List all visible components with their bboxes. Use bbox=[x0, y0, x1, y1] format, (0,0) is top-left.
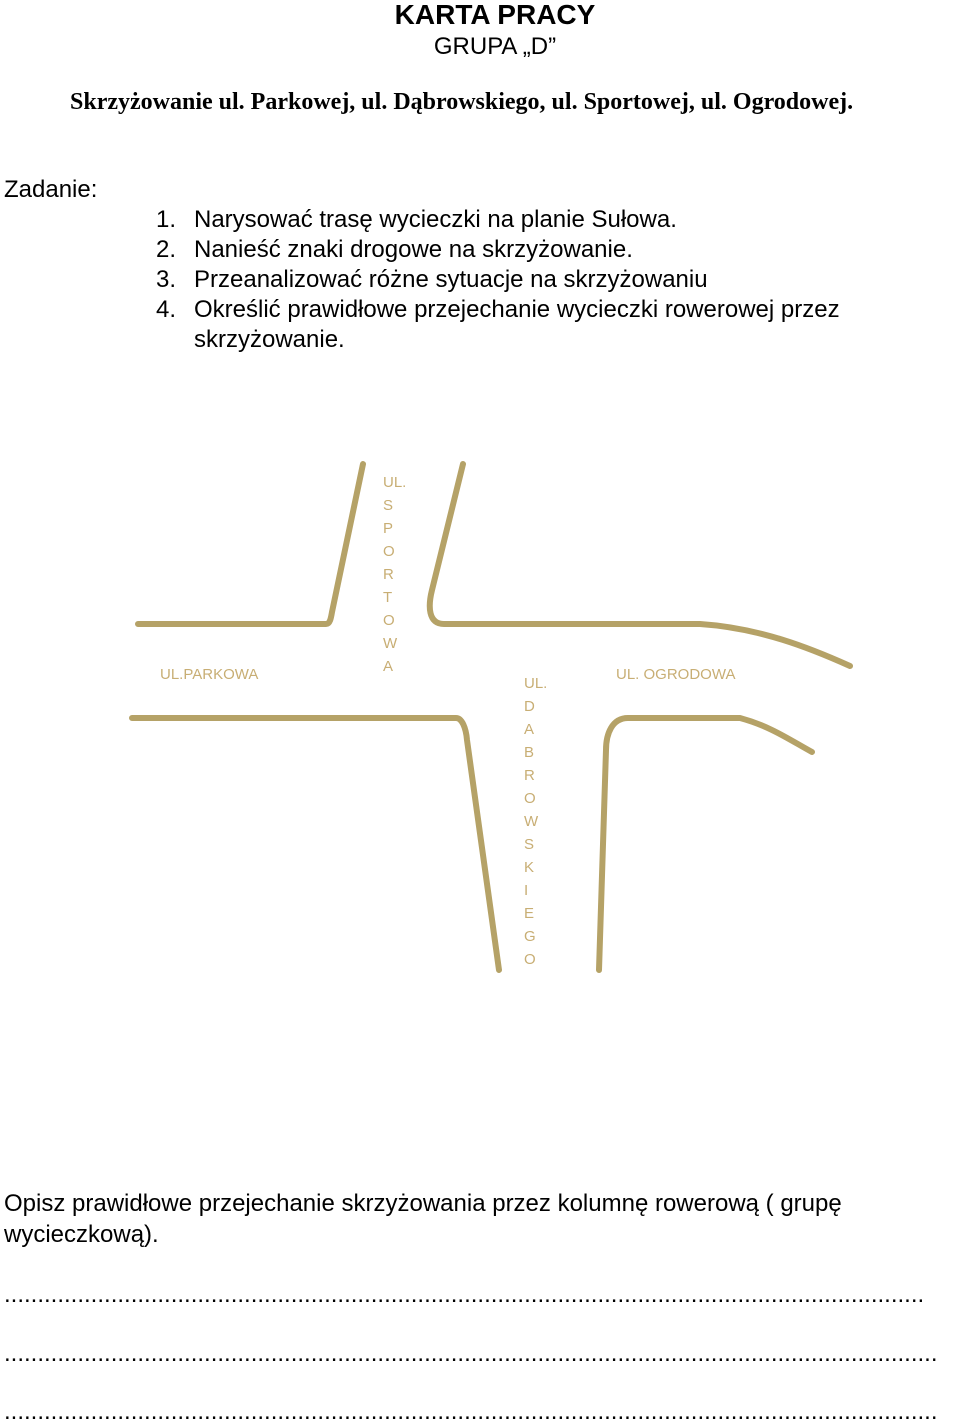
answer-line-1[interactable]: .......................................................................................................................................... bbox=[4, 1281, 925, 1308]
sportowa-letter: A bbox=[383, 658, 394, 675]
sportowa-letter: O bbox=[383, 612, 395, 629]
sportowa-letter: W bbox=[383, 635, 398, 652]
dabrowskiego-letter: D bbox=[524, 698, 535, 715]
task-number: 4. bbox=[156, 296, 177, 323]
answer-line-2[interactable]: ............................................................................................................................................ bbox=[4, 1340, 938, 1367]
street-label-ogrodowa: UL. OGRODOWA bbox=[616, 666, 736, 683]
road-edges bbox=[132, 464, 850, 970]
dabrowskiego-letter: O bbox=[524, 790, 536, 807]
sportowa-letter: UL. bbox=[383, 474, 407, 491]
dabrowskiego-letter: A bbox=[524, 721, 535, 738]
sportowa-letter: O bbox=[383, 543, 395, 560]
task-text: Narysować trasę wycieczki na planie Sułowa. bbox=[194, 206, 677, 233]
dabrowskiego-letter: O bbox=[524, 951, 536, 968]
intersection-subtitle: Skrzyżowanie ul. Parkowej, ul. Dąbrowskiego, ul. Sportowej, ul. Ogrodowej. bbox=[70, 89, 854, 115]
sportowa-letter: P bbox=[383, 520, 394, 537]
worksheet-title: KARTA PRACY bbox=[394, 0, 596, 30]
street-label-dabrowskiego bbox=[524, 675, 547, 968]
dabrowskiego-letter: R bbox=[524, 767, 535, 784]
dabrowskiego-letter: K bbox=[524, 859, 535, 876]
sportowa-letter: T bbox=[383, 589, 393, 606]
dabrowskiego-letter: I bbox=[524, 882, 529, 899]
road-edge-parkowa-bottom-dabrowskiego-left bbox=[132, 718, 499, 970]
intersection-map bbox=[0, 440, 960, 1000]
dabrowskiego-letter: B bbox=[524, 744, 535, 761]
dabrowskiego-letter: UL. bbox=[524, 675, 548, 692]
dabrowskiego-letter: E bbox=[524, 905, 535, 922]
group-label: GRUPA „D” bbox=[433, 33, 557, 60]
task-text: Nanieść znaki drogowe na skrzyżowanie. bbox=[194, 236, 633, 263]
sportowa-letter: S bbox=[383, 497, 394, 514]
street-label-sportowa bbox=[383, 474, 406, 675]
dabrowskiego-letter: S bbox=[524, 836, 535, 853]
task-number: 3. bbox=[156, 266, 177, 293]
task-text: Określić prawidłowe przejechanie wycieczki rowerowej przez skrzyżowanie. bbox=[194, 296, 840, 353]
street-label-parkowa: UL.PARKOWA bbox=[160, 666, 259, 683]
description-prompt: Opisz prawidłowe przejechanie skrzyżowania przez kolumnę rowerową ( grupę wycieczkową). bbox=[4, 1190, 842, 1248]
dabrowskiego-letter: G bbox=[524, 928, 536, 945]
answer-line-3[interactable]: ............................................................................................................................................ bbox=[4, 1398, 938, 1425]
task-number: 1. bbox=[156, 206, 177, 233]
road-edge-ogrodowa-bottom-dabrowskiego-right bbox=[599, 718, 812, 970]
dabrowskiego-letter: W bbox=[524, 813, 539, 830]
task-text: Przeanalizować różne sytuacje na skrzyżowaniu bbox=[194, 266, 708, 293]
road-edge-sportowa-right-ogrodowa-top bbox=[430, 464, 850, 666]
task-label: Zadanie: bbox=[4, 176, 98, 203]
task-number: 2. bbox=[156, 236, 177, 263]
road-edge-parkowa-top-sportowa-left bbox=[138, 464, 363, 624]
sportowa-letter: R bbox=[383, 566, 394, 583]
